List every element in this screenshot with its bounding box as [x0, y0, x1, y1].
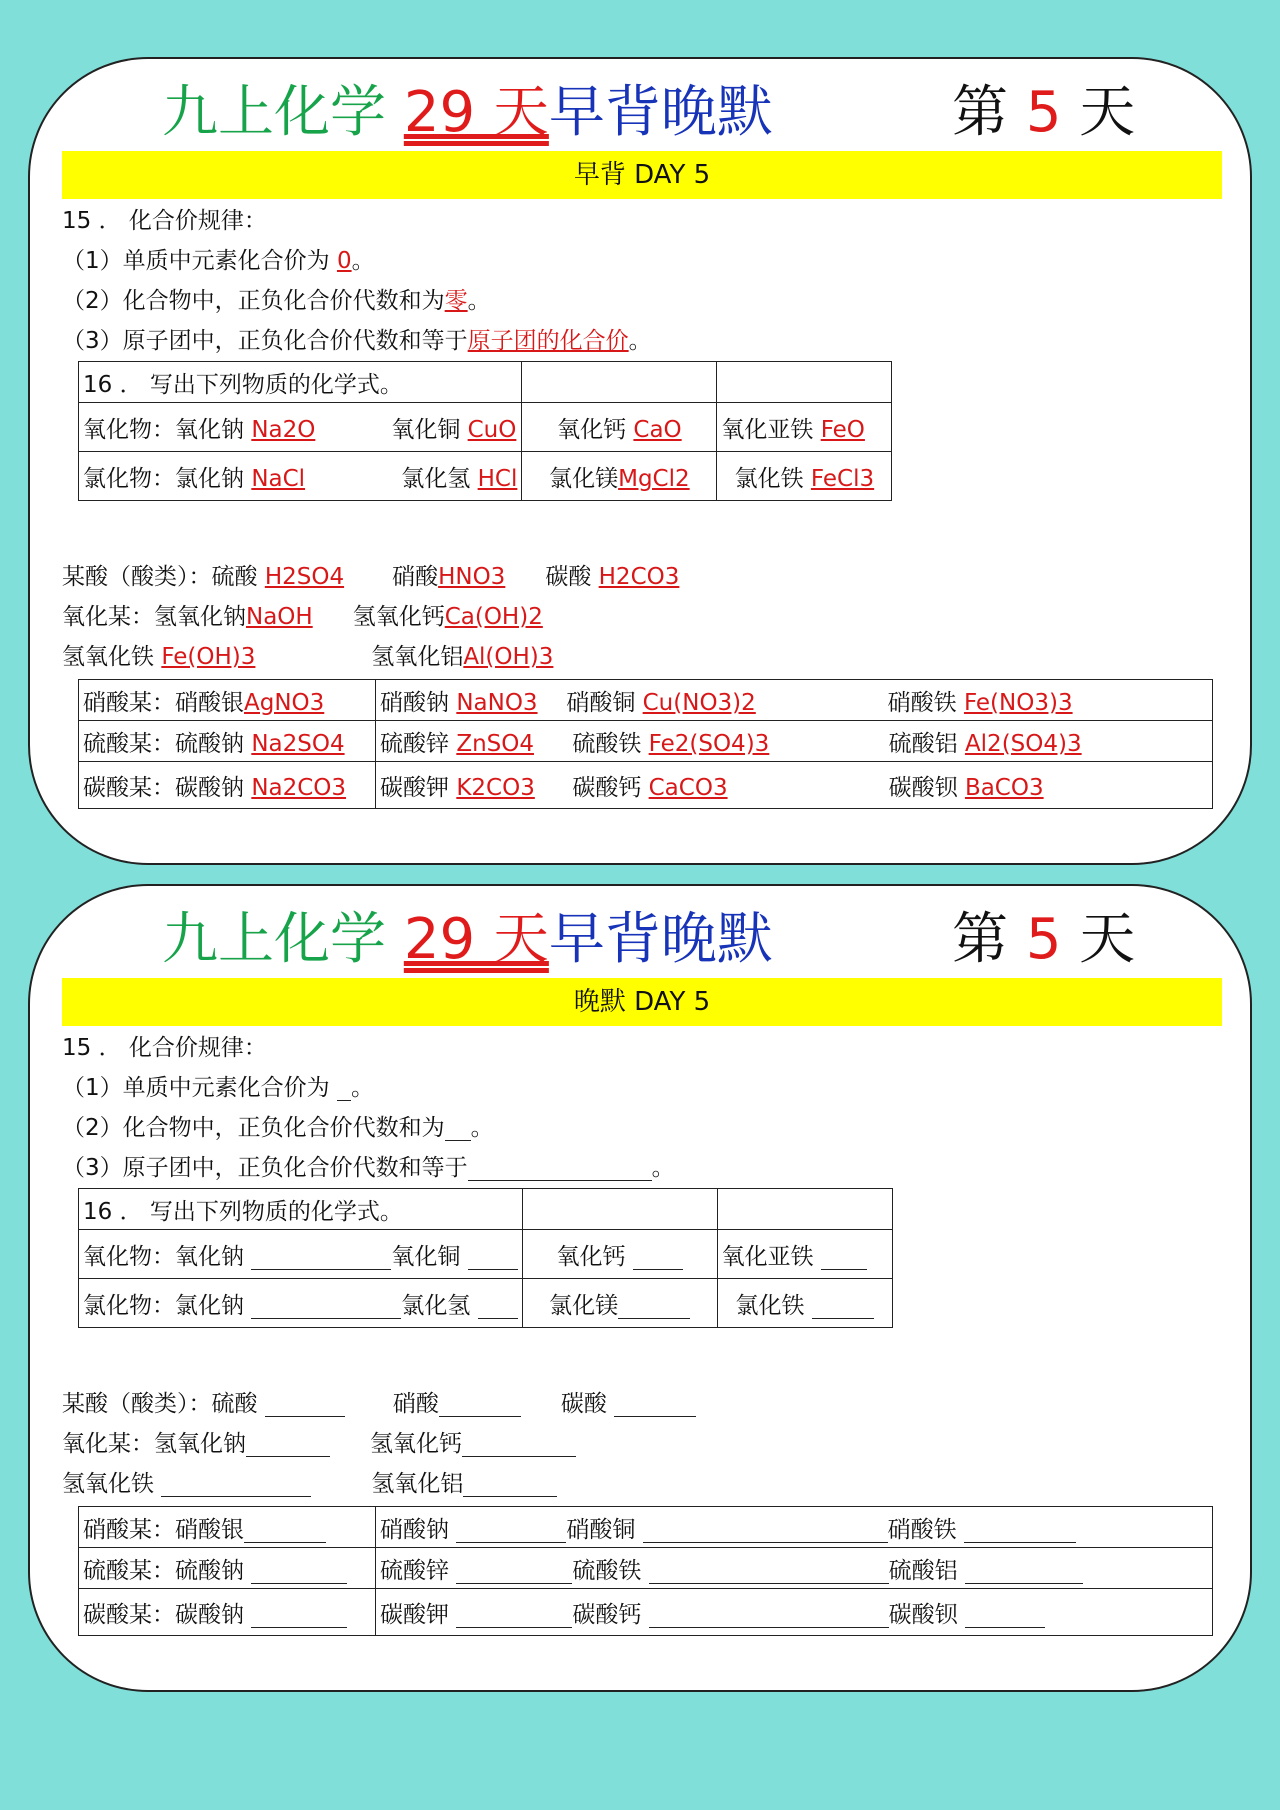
q15-3-end: 。 — [628, 328, 652, 354]
nitrate-cell — [79, 1507, 376, 1548]
cuo-label: 氧化铜 — [391, 1243, 468, 1270]
q15-1-text: （1）单质中元素化合价为 — [62, 248, 337, 274]
day-label — [952, 73, 1135, 153]
k2co3-answer: K2CO3 — [456, 774, 535, 801]
q15-3-answer: 原子团的化合价 — [467, 328, 629, 354]
caco3-label: 碳酸钙 — [572, 1601, 649, 1628]
sulfate-cell — [79, 1548, 376, 1589]
q15-3-end: 。 — [651, 1155, 675, 1181]
q15-2-text: （2）化合物中，正负化合价代数和为 — [62, 1115, 445, 1141]
q15-title: 15 ． 化合价规律： — [62, 1035, 267, 1061]
baco3-answer: BaCO3 — [964, 774, 1044, 801]
k2co3-label: 碳酸钾 — [380, 774, 457, 801]
hno3-blank[interactable] — [439, 1388, 521, 1417]
feno3-blank[interactable] — [964, 1514, 1076, 1543]
feoh3-label: 氢氧化铁 — [62, 644, 162, 670]
cao-label: 氧化钙 — [557, 416, 634, 443]
caoh2-answer: Ca(OH)2 — [444, 604, 543, 630]
morning-banner: 早背 DAY 5 — [62, 151, 1222, 199]
nitrate-label: 硝酸某：硝酸银 — [83, 689, 244, 716]
day-prefix: 第 — [952, 80, 1026, 145]
day-prefix: 第 — [952, 907, 1026, 972]
feno3-label: 硝酸铁 — [887, 689, 964, 716]
hcl-label: 氯化氢 — [401, 465, 478, 492]
q16-table — [78, 361, 892, 501]
page-title — [162, 73, 773, 153]
day-number: 5 — [1025, 907, 1062, 972]
cuo-blank[interactable] — [468, 1241, 518, 1270]
feo-label: 氧化亚铁 — [721, 416, 821, 443]
nitrate-cell — [79, 680, 376, 721]
feno3-label: 硝酸铁 — [887, 1516, 964, 1543]
mgcl2-answer: MgCl2 — [618, 465, 690, 492]
fe2so4-answer: Fe2(SO4)3 — [648, 730, 770, 757]
cao-cell — [522, 403, 717, 452]
znso4-blank[interactable] — [456, 1555, 572, 1584]
day-label — [952, 900, 1135, 980]
q15-2-text: （2）化合物中，正负化合价代数和为 — [62, 288, 445, 314]
base-line — [62, 1424, 576, 1464]
empty-cell — [522, 1189, 717, 1230]
cuno3-label: 硝酸铜 — [566, 689, 643, 716]
q15-item-2 — [62, 281, 491, 321]
caco3-answer: CaCO3 — [648, 774, 728, 801]
cuno3-answer: Cu(NO3)2 — [642, 689, 756, 716]
q16-table — [78, 1188, 893, 1328]
h2so4-answer: H2SO4 — [264, 564, 345, 590]
fe2so4-label: 硫酸铁 — [572, 1557, 649, 1584]
h2so4-blank[interactable] — [265, 1388, 345, 1417]
hydroxide-line — [62, 637, 553, 677]
q15-3-text: （3）原子团中，正负化合价代数和等于 — [62, 328, 468, 354]
feo-answer: FeO — [820, 416, 865, 443]
q15-3-blank[interactable] — [468, 1152, 652, 1181]
q15-item-3 — [62, 321, 652, 361]
al2so4-label: 硫酸铝 — [888, 730, 965, 757]
hydroxide-line — [62, 1464, 557, 1504]
carbonate-label: 碳酸某：碳酸钠 — [83, 1601, 252, 1628]
sulfate-row-cell — [376, 721, 1213, 762]
caoh2-label: 氢氧化钙 — [352, 604, 445, 630]
acid-line — [62, 1384, 696, 1424]
day-suffix: 天 — [1061, 80, 1136, 145]
q15-item-1 — [62, 1068, 374, 1108]
fecl3-label: 氯化铁 — [735, 1292, 812, 1319]
cuo-answer: CuO — [467, 416, 517, 443]
q15-1-answer: 0 — [336, 248, 352, 274]
mgcl2-blank[interactable] — [618, 1290, 690, 1319]
title-part-2: 29 天 — [403, 907, 549, 972]
day-number: 5 — [1025, 80, 1062, 145]
h2co3-label: 碳酸 — [560, 1391, 615, 1417]
q15-2-blank[interactable] — [445, 1112, 471, 1141]
nacl-answer: NaCl — [251, 465, 306, 492]
caoh2-label: 氢氧化钙 — [370, 1431, 462, 1457]
aloh3-blank[interactable] — [463, 1468, 557, 1497]
q15-2-end: 。 — [470, 1115, 494, 1141]
cuno3-blank[interactable] — [643, 1514, 888, 1543]
page-title — [162, 900, 773, 980]
aloh3-label: 氢氧化铝 — [371, 1471, 464, 1497]
na2co3-answer: Na2CO3 — [251, 774, 347, 801]
chloride-cell — [79, 1279, 523, 1328]
caco3-blank[interactable] — [649, 1599, 889, 1628]
znso4-label: 硫酸锌 — [380, 730, 457, 757]
fe2so4-label: 硫酸铁 — [572, 730, 649, 757]
base-label: 氧化某：氢氧化钠 — [62, 1431, 246, 1457]
nitrate-row-cell — [376, 1507, 1213, 1548]
hno3-answer: HNO3 — [438, 564, 506, 590]
q15-1-blank[interactable] — [337, 1072, 351, 1101]
morning-card — [28, 57, 1252, 865]
hno3-label: 硝酸 — [392, 564, 439, 590]
aloh3-answer: Al(OH)3 — [463, 644, 554, 670]
q15-item-3 — [62, 1148, 675, 1188]
feoh3-answer: Fe(OH)3 — [161, 644, 256, 670]
q15-item-2 — [62, 1108, 494, 1148]
al2so4-blank[interactable] — [965, 1555, 1083, 1584]
al2so4-label: 硫酸铝 — [888, 1557, 965, 1584]
q15-3-text: （3）原子团中，正负化合价代数和等于 — [62, 1155, 468, 1181]
carbonate-cell — [79, 1589, 376, 1636]
acid-label: 某酸（酸类）：硫酸 — [62, 1391, 265, 1417]
title-part-1: 九上化学 — [162, 80, 404, 145]
sulfate-row-cell — [376, 1548, 1213, 1589]
q16-title: 16 ． 写出下列物质的化学式。 — [79, 1189, 523, 1230]
feoh3-label: 氢氧化铁 — [62, 1471, 162, 1497]
q15-item-1 — [62, 241, 375, 281]
q15-1-end: 。 — [350, 1075, 374, 1101]
nitrate-label: 硝酸某：硝酸银 — [83, 1516, 244, 1543]
mgcl2-cell — [522, 452, 717, 501]
fe2so4-blank[interactable] — [649, 1555, 889, 1584]
cao-label: 氧化钙 — [556, 1243, 633, 1270]
q15-title: 15 ． 化合价规律： — [62, 208, 267, 234]
baco3-label: 碳酸钡 — [888, 1601, 965, 1628]
empty-cell — [522, 362, 717, 403]
h2co3-label: 碳酸 — [545, 564, 599, 590]
baco3-label: 碳酸钡 — [888, 774, 965, 801]
chloride-label: 氯化物：氯化钠 — [83, 1292, 252, 1319]
mgcl2-label: 氯化镁 — [549, 1292, 619, 1319]
feoh3-blank[interactable] — [161, 1468, 311, 1497]
agno3-blank[interactable] — [244, 1514, 326, 1543]
carbonate-label: 碳酸某：碳酸钠 — [83, 774, 252, 801]
nano3-answer: NaNO3 — [456, 689, 538, 716]
title-part-3: 早背晚默 — [548, 80, 773, 145]
h2co3-answer: H2CO3 — [598, 564, 680, 590]
na2so4-blank[interactable] — [251, 1555, 347, 1584]
feo-label: 氧化亚铁 — [721, 1243, 821, 1270]
mgcl2-cell — [522, 1279, 717, 1328]
fecl3-cell — [717, 452, 892, 501]
oxide-label: 氧化物：氧化钠 — [83, 416, 252, 443]
sulfate-label: 硫酸某：硫酸钠 — [83, 730, 252, 757]
znso4-answer: ZnSO4 — [456, 730, 534, 757]
evening-banner: 晚默 DAY 5 — [62, 978, 1222, 1026]
salt-table — [78, 679, 1213, 809]
acid-label: 某酸（酸类）：硫酸 — [62, 564, 265, 590]
nano3-label: 硝酸钠 — [380, 1516, 457, 1543]
carbonate-cell — [79, 762, 376, 809]
q15-2-answer: 零 — [444, 288, 468, 314]
na2o-answer: Na2O — [251, 416, 316, 443]
carbonate-row-cell — [376, 1589, 1213, 1636]
na2o-blank[interactable] — [251, 1241, 391, 1270]
nano3-blank[interactable] — [456, 1514, 566, 1543]
fecl3-answer: FeCl3 — [810, 465, 875, 492]
base-label: 氧化某：氢氧化钠 — [62, 604, 246, 630]
hno3-label: 硝酸 — [392, 1391, 439, 1417]
feo-cell — [717, 1230, 892, 1279]
q15-1-text: （1）单质中元素化合价为 — [62, 1075, 337, 1101]
naoh-blank[interactable] — [246, 1428, 330, 1457]
fecl3-blank[interactable] — [812, 1290, 874, 1319]
caco3-label: 碳酸钙 — [572, 774, 649, 801]
sulfate-cell — [79, 721, 376, 762]
chloride-cell — [79, 452, 522, 501]
oxide-cell — [79, 403, 522, 452]
cao-blank[interactable] — [633, 1241, 683, 1270]
hcl-label: 氯化氢 — [401, 1292, 478, 1319]
q15-2-end: 。 — [467, 288, 491, 314]
agno3-answer: AgNO3 — [244, 689, 325, 716]
title-part-3: 早背晚默 — [548, 907, 773, 972]
fecl3-cell — [717, 1279, 892, 1328]
title-part-2: 29 天 — [403, 80, 549, 145]
nitrate-row-cell — [376, 680, 1213, 721]
evening-card — [28, 884, 1252, 1692]
nacl-blank[interactable] — [251, 1290, 401, 1319]
empty-cell — [717, 1189, 892, 1230]
h2co3-blank[interactable] — [614, 1388, 696, 1417]
carbonate-row-cell — [376, 762, 1213, 809]
cuno3-label: 硝酸铜 — [566, 1516, 643, 1543]
title-part-1: 九上化学 — [162, 907, 404, 972]
na2co3-blank[interactable] — [251, 1599, 347, 1628]
oxide-cell — [79, 1230, 523, 1279]
cuo-label: 氧化铜 — [391, 416, 468, 443]
chloride-label: 氯化物：氯化钠 — [83, 465, 252, 492]
q15-1-end: 。 — [351, 248, 375, 274]
hcl-blank[interactable] — [478, 1290, 518, 1319]
fecl3-label: 氯化铁 — [734, 465, 811, 492]
naoh-answer: NaOH — [246, 604, 313, 630]
al2so4-answer: Al2(SO4)3 — [964, 730, 1082, 757]
day-suffix: 天 — [1061, 907, 1136, 972]
oxide-label: 氧化物：氧化钠 — [83, 1243, 252, 1270]
cao-cell — [522, 1230, 717, 1279]
baco3-blank[interactable] — [965, 1599, 1045, 1628]
feo-blank[interactable] — [821, 1241, 867, 1270]
cao-answer: CaO — [633, 416, 682, 443]
base-line — [62, 597, 543, 637]
k2co3-blank[interactable] — [456, 1599, 572, 1628]
znso4-label: 硫酸锌 — [380, 1557, 457, 1584]
nano3-label: 硝酸钠 — [380, 689, 457, 716]
mgcl2-label: 氯化镁 — [549, 465, 619, 492]
hcl-answer: HCl — [477, 465, 518, 492]
salt-table — [78, 1506, 1213, 1636]
q16-title: 16 ． 写出下列物质的化学式。 — [79, 362, 522, 403]
k2co3-label: 碳酸钾 — [380, 1601, 457, 1628]
feno3-answer: Fe(NO3)3 — [963, 689, 1073, 716]
sulfate-label: 硫酸某：硫酸钠 — [83, 1557, 252, 1584]
acid-line — [62, 557, 679, 597]
aloh3-label: 氢氧化铝 — [371, 644, 464, 670]
empty-cell — [717, 362, 892, 403]
feo-cell — [717, 403, 892, 452]
na2so4-answer: Na2SO4 — [251, 730, 345, 757]
caoh2-blank[interactable] — [462, 1428, 576, 1457]
